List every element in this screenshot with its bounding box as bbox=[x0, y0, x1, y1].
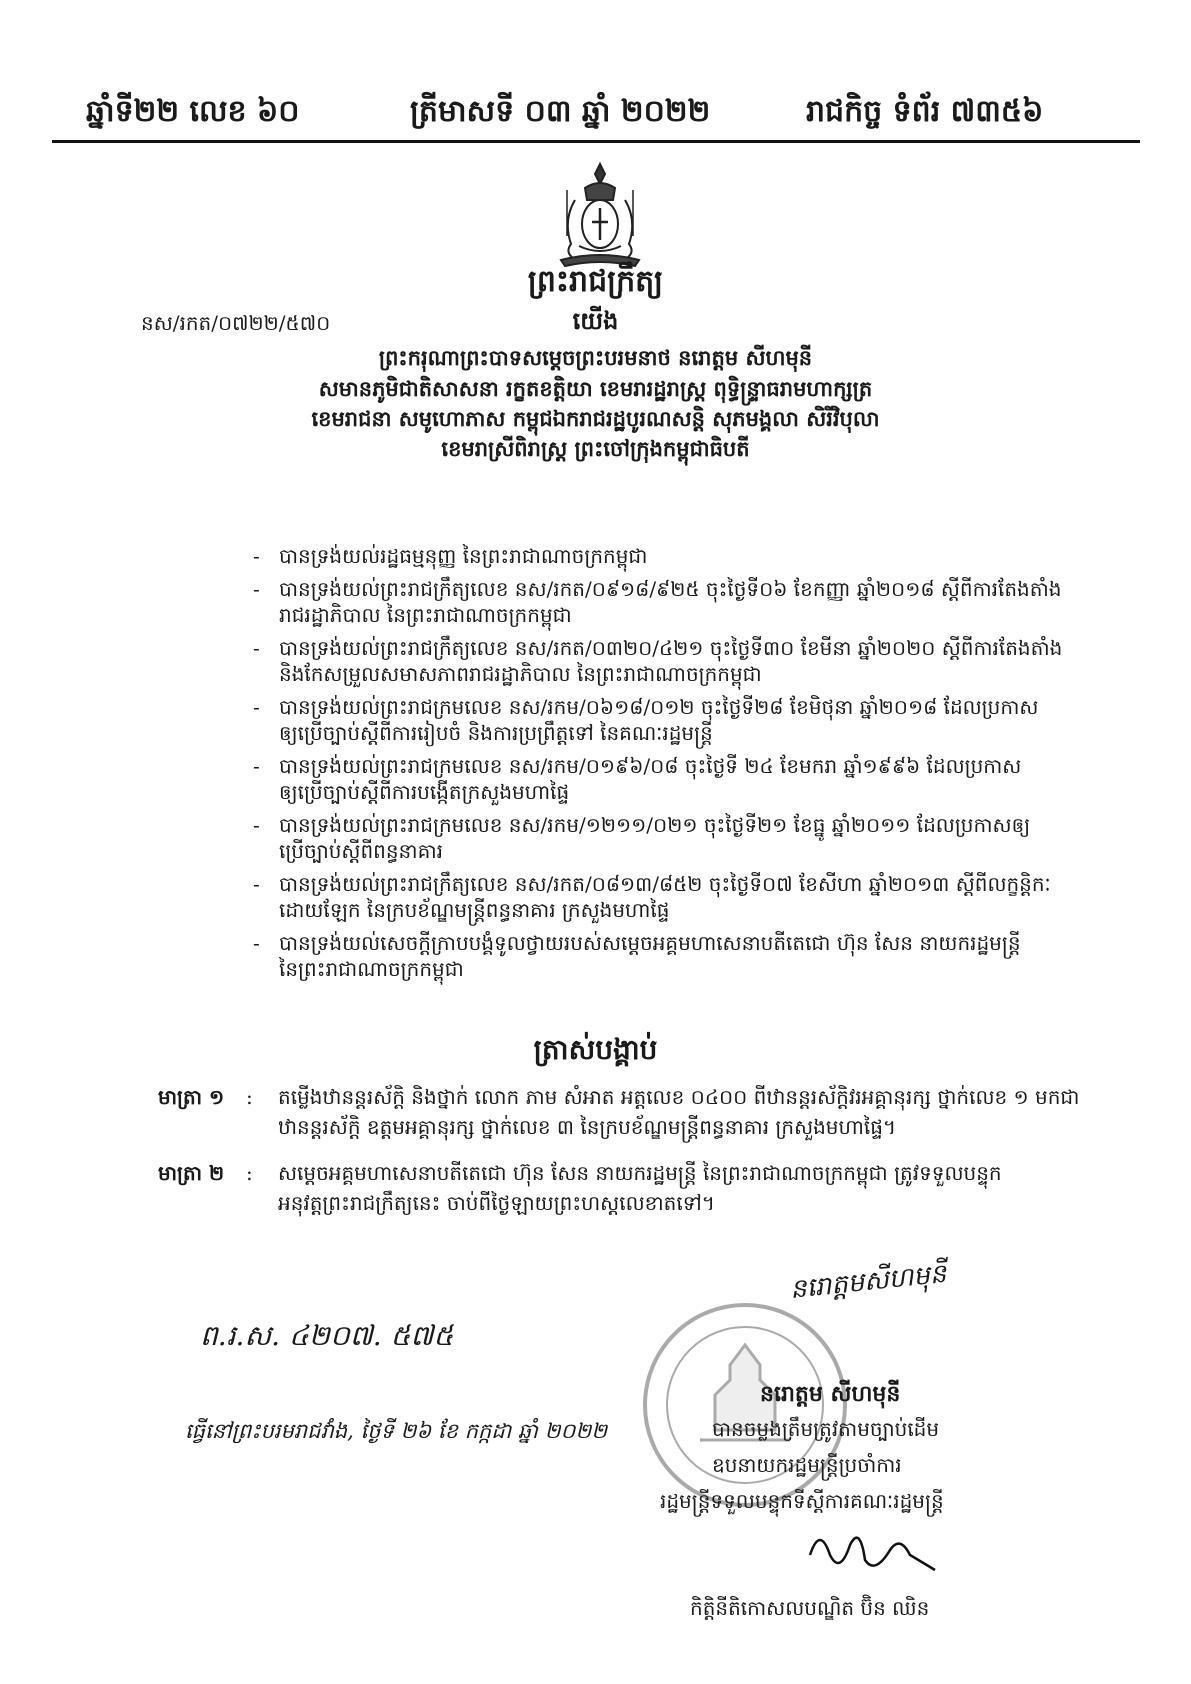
royal-title-line-3: ខេមរាជនា សមូហោភាស កម្ពុជឯករាជរដ្ឋបូរណសន្តិ សុភមង្គលា សិរីវិបុលា bbox=[311, 406, 880, 431]
article-label: មាត្រា ២ bbox=[158, 1161, 225, 1185]
royal-title-line-4: ខេមរាស្រីពិរាស្ត្រ ព្រះចៅក្រុងកម្ពុជាធិបតី bbox=[441, 436, 750, 461]
royal-title-line-2: សមានភូមិជាតិសាសនា រក្ខតខត្តិយា ខេមរារដ្ឋរាស្ត្រ ពុទ្ធិន្ទ្រាធរាមហាក្សត្រ bbox=[318, 376, 873, 401]
gazette-quarter: ត្រីមាសទី ០៣ ឆ្នាំ ២០២២ bbox=[410, 94, 711, 129]
decree-heading: ត្រាស់បង្គាប់ bbox=[533, 1033, 658, 1066]
document-title: ព្រះរាជក្រឹត្យ bbox=[527, 264, 664, 299]
certified-copy-line: បានចម្លងត្រឹមត្រូវតាមច្បាប់ដើម bbox=[712, 1417, 940, 1441]
article-1: មាត្រា ១ : តម្លើងឋានន្តរស័ក្តិ និងថ្នាក់ លោក ភាម សំអាត អត្តលេខ ០៤០០ ពីឋានន្តរស័ក្តិវរអគ្គានុរក្ស ថ្នាក់លេខ ១ មកជា ឋានន្តរស័ក្តិ ឧត្តមអគ្គានុរក្ស ថ្នាក់លេខ ៣ នៃក្របខ័ណ្ឌមន្ត្រីពន្ធនាគារ ក្រសួងមហាផ្ទៃ។ bbox=[158, 1082, 1118, 1142]
gazette-year-number: ឆ្នាំទី២២ លេខ ៦០ bbox=[86, 94, 300, 129]
handwritten-reference-number: ព.រ.ស. ៤២០៧. ៥៧៥ bbox=[200, 1319, 454, 1352]
preamble-item: - បានទ្រង់យល់ព្រះរាជក្រមលេខ នស/រកម/១២១១/០២១ ចុះថ្ងៃទី២១ ខែធ្នូ ឆ្នាំ២០១១ ដែលប្រកាសឲ្យ ប្រើច្បាប់ស្តីពីពន្ធនាគារ bbox=[253, 813, 1031, 863]
preamble-item: - បានទ្រង់យល់ព្រះរាជក្រឹត្យលេខ នស/រកត/០៨១៣/៨៥២ ចុះថ្ងៃទី០៧ ខែសីហា ឆ្នាំ២០១៣ ស្តីពីលក្ខន្តិកៈ ដោយឡែក នៃក្របខ័ណ្ឌមន្ត្រីពន្ធនាគារ ក្រសួងមហាផ្ទៃ bbox=[253, 872, 1051, 922]
deputy-prime-minister-line: ឧបនាយករដ្ឋមន្ត្រីប្រចាំការ bbox=[712, 1453, 902, 1477]
preamble-item: - បានទ្រង់យល់ព្រះរាជក្រមលេខ នស/រកម/០៦១៨/០១២ ចុះថ្ងៃទី២៨ ខែមិថុនា ឆ្នាំ២០១៨ ដែលប្រកាស ឲ្យប្រើច្បាប់ស្តីពីការរៀបចំ និងការប្រព្រឹត្តទៅ នៃគណៈរដ្ឋមន្ត្រី bbox=[253, 695, 1039, 745]
royal-coat-of-arms-emblem bbox=[545, 160, 655, 270]
header-rule bbox=[52, 140, 1140, 143]
preamble-item: - បានទ្រង់យល់ព្រះរាជក្រឹត្យលេខ នស/រកត/០៣២០/៤២១ ចុះថ្ងៃទី៣០ ខែមីនា ឆ្នាំ២០២០ ស្តីពីការតែងតាំង និងកែសម្រួលសមាសភាពរាជរដ្ឋាភិបាល នៃព្រះរាជាណាចក្រកម្ពុជា bbox=[253, 636, 1063, 686]
preamble-item: - បានទ្រង់យល់ព្រះរាជក្រឹត្យលេខ នស/រកត/០៩១៨/៩២៥ ចុះថ្ងៃទី០៦ ខែកញ្ញា ឆ្នាំ២០១៨ ស្តីពីការតែងតាំង រាជរដ្ឋាភិបាល នៃព្រះរាជាណាចក្រកម្ពុជា bbox=[253, 577, 1062, 627]
minister-signature bbox=[800, 1515, 940, 1585]
place-and-date: ធ្វើនៅព្រះបរមរាជវាំង, ថ្ងៃទី ២៦ ខែ កក្កដា ឆ្នាំ ២០២២ bbox=[185, 1419, 608, 1443]
preamble-item: - បានទ្រង់យល់រដ្ឋធម្មនុញ្ញ នៃព្រះរាជាណាចក្រកម្ពុជា bbox=[253, 544, 648, 568]
signatory-name: នរោត្តម សីហមុនី bbox=[760, 1381, 901, 1407]
royal-signature: នរោត្តមសីហមុនី bbox=[788, 1258, 948, 1306]
preamble-list bbox=[253, 543, 1103, 989]
we-heading: យើង bbox=[572, 306, 619, 335]
decree-reference-number: នស/រកត/០៧២២/៥៧០ bbox=[141, 311, 331, 335]
preamble-item: - បានទ្រង់យល់សេចក្តីក្រាបបង្គំទូលថ្វាយរបស់សម្តេចអគ្គមហាសេនាបតីតេជោ ហ៊ុន សែន នាយករដ្ឋមន្ត្រី នៃព្រះរាជាណាចក្រកម្ពុជា bbox=[253, 931, 1021, 981]
minister-council-line: រដ្ឋមន្ត្រីទទួលបន្ទុកទីស្តីការគណៈរដ្ឋមន្ត្រី bbox=[660, 1489, 944, 1513]
article-2: មាត្រា ២ : សម្តេចអគ្គមហាសេនាបតីតេជោ ហ៊ុន សែន នាយករដ្ឋមន្ត្រី នៃព្រះរាជាណាចក្រកម្ពុជា ត្រូវទទួលបន្ទុក អនុវត្តព្រះរាជក្រឹត្យនេះ ចាប់ពីថ្ងៃឡាយព្រះហស្តលេខាតទៅ។ bbox=[158, 1158, 1118, 1218]
minister-name: កិត្តិនីតិកោសលបណ្ឌិត ប៊ិន ឈិន bbox=[690, 1596, 930, 1620]
article-label: មាត្រា ១ bbox=[158, 1085, 225, 1109]
preamble-item: - បានទ្រង់យល់ព្រះរាជក្រមលេខ នស/រកម/០១៩៦/០៨ ចុះថ្ងៃទី ២៤ ខែមករា ឆ្នាំ១៩៩៦ ដែលប្រកាស ឲ្យប្រើច្បាប់ស្តីពីការបង្កើតក្រសួងមហាផ្ទៃ bbox=[253, 754, 1022, 804]
gazette-page: រាជកិច្ច ទំព័រ ៧៣៥៦ bbox=[806, 94, 1044, 129]
royal-title-line-1: ព្រះករុណាព្រះបាទសម្តេចព្រះបរមនាថ នរោត្តម សីហមុនី bbox=[378, 345, 813, 370]
